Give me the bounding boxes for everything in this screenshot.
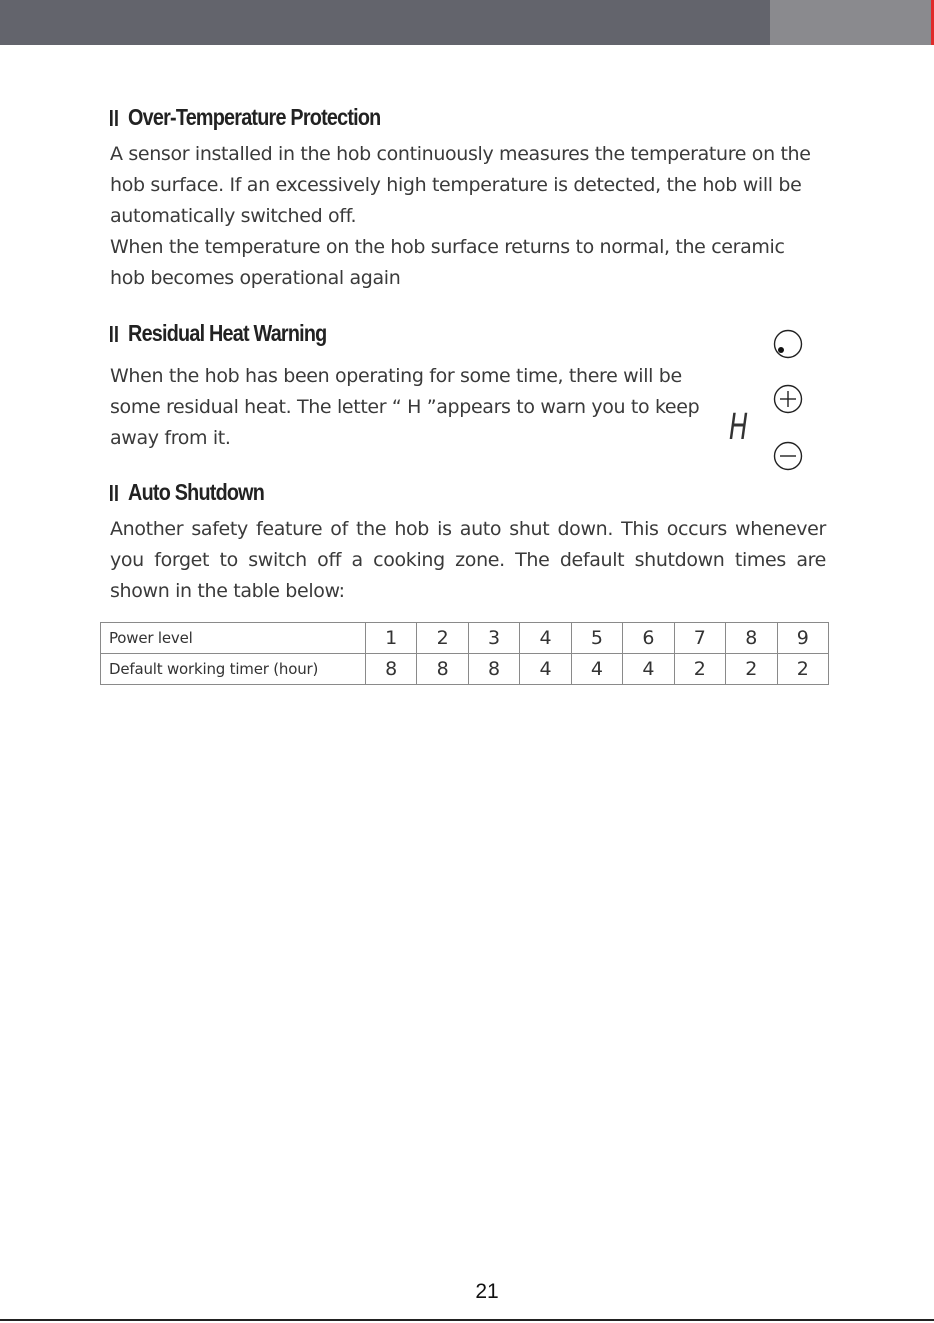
power-level-cell: 3: [468, 623, 519, 654]
table-row-label: Default working timer (hour): [101, 654, 366, 685]
auto-shutdown-table: [100, 622, 829, 685]
timer-hours-cell: 2: [726, 654, 777, 685]
timer-hours-cell: 2: [674, 654, 725, 685]
residual-heat-display-symbol: H: [729, 407, 748, 448]
timer-hours-cell: 8: [468, 654, 519, 685]
minus-button-icon: [773, 441, 803, 471]
over-temperature-paragraph-1: A sensor installed in the hob continuously measures the temperature on the hob surface. If an excessively high temperature is detected, the hob will be automatically switched off.: [110, 143, 811, 227]
timer-hours-cell: 2: [777, 654, 829, 685]
timer-hours-cell: 8: [417, 654, 468, 685]
table-row-timer: [101, 654, 829, 685]
page-header-bar: [0, 0, 934, 45]
power-level-cell: 6: [623, 623, 674, 654]
section-heading-residual-heat: [110, 320, 326, 347]
power-level-cell: 1: [366, 623, 417, 654]
footer-rule: [0, 1319, 934, 1321]
section-heading-over-temperature: [110, 104, 380, 131]
residual-heat-paragraph: When the hob has been operating for some time, there will be some residual heat. The letter “ H ”appears to warn you to keep away from it.: [110, 365, 700, 449]
section-marker-icon: [110, 110, 120, 126]
page-number: 21: [475, 1280, 499, 1303]
power-level-cell: 9: [777, 623, 829, 654]
auto-shutdown-paragraph: Another safety feature of the hob is auto shut down. This occurs whenever you forget to switch off a cooking zone. The default shutdown times are shown in the table below:: [110, 518, 826, 602]
table-row-power-level: [101, 623, 829, 654]
section-marker-icon: [110, 326, 120, 342]
plus-button-icon: [773, 384, 803, 414]
power-level-cell: 5: [571, 623, 622, 654]
section-title: Residual Heat Warning: [128, 320, 327, 346]
timer-hours-cell: 4: [623, 654, 674, 685]
over-temperature-paragraph-2: When the temperature on the hob surface returns to normal, the ceramic hob becomes operational again: [110, 236, 785, 289]
header-dark-band: [0, 0, 770, 45]
power-level-cell: 7: [674, 623, 725, 654]
power-level-cell: 4: [520, 623, 571, 654]
table-row-label: Power level: [101, 623, 366, 654]
timer-hours-cell: 4: [571, 654, 622, 685]
section-marker-icon: [110, 485, 120, 501]
timer-hours-cell: 8: [366, 654, 417, 685]
power-level-cell: 8: [726, 623, 777, 654]
section-title: Over-Temperature Protection: [128, 104, 381, 130]
header-light-band: [770, 0, 931, 45]
power-level-cell: 2: [417, 623, 468, 654]
timer-hours-cell: 4: [520, 654, 571, 685]
section-title: Auto Shutdown: [128, 479, 265, 505]
power-button-icon: [773, 329, 803, 359]
section-heading-auto-shutdown: [110, 479, 264, 506]
